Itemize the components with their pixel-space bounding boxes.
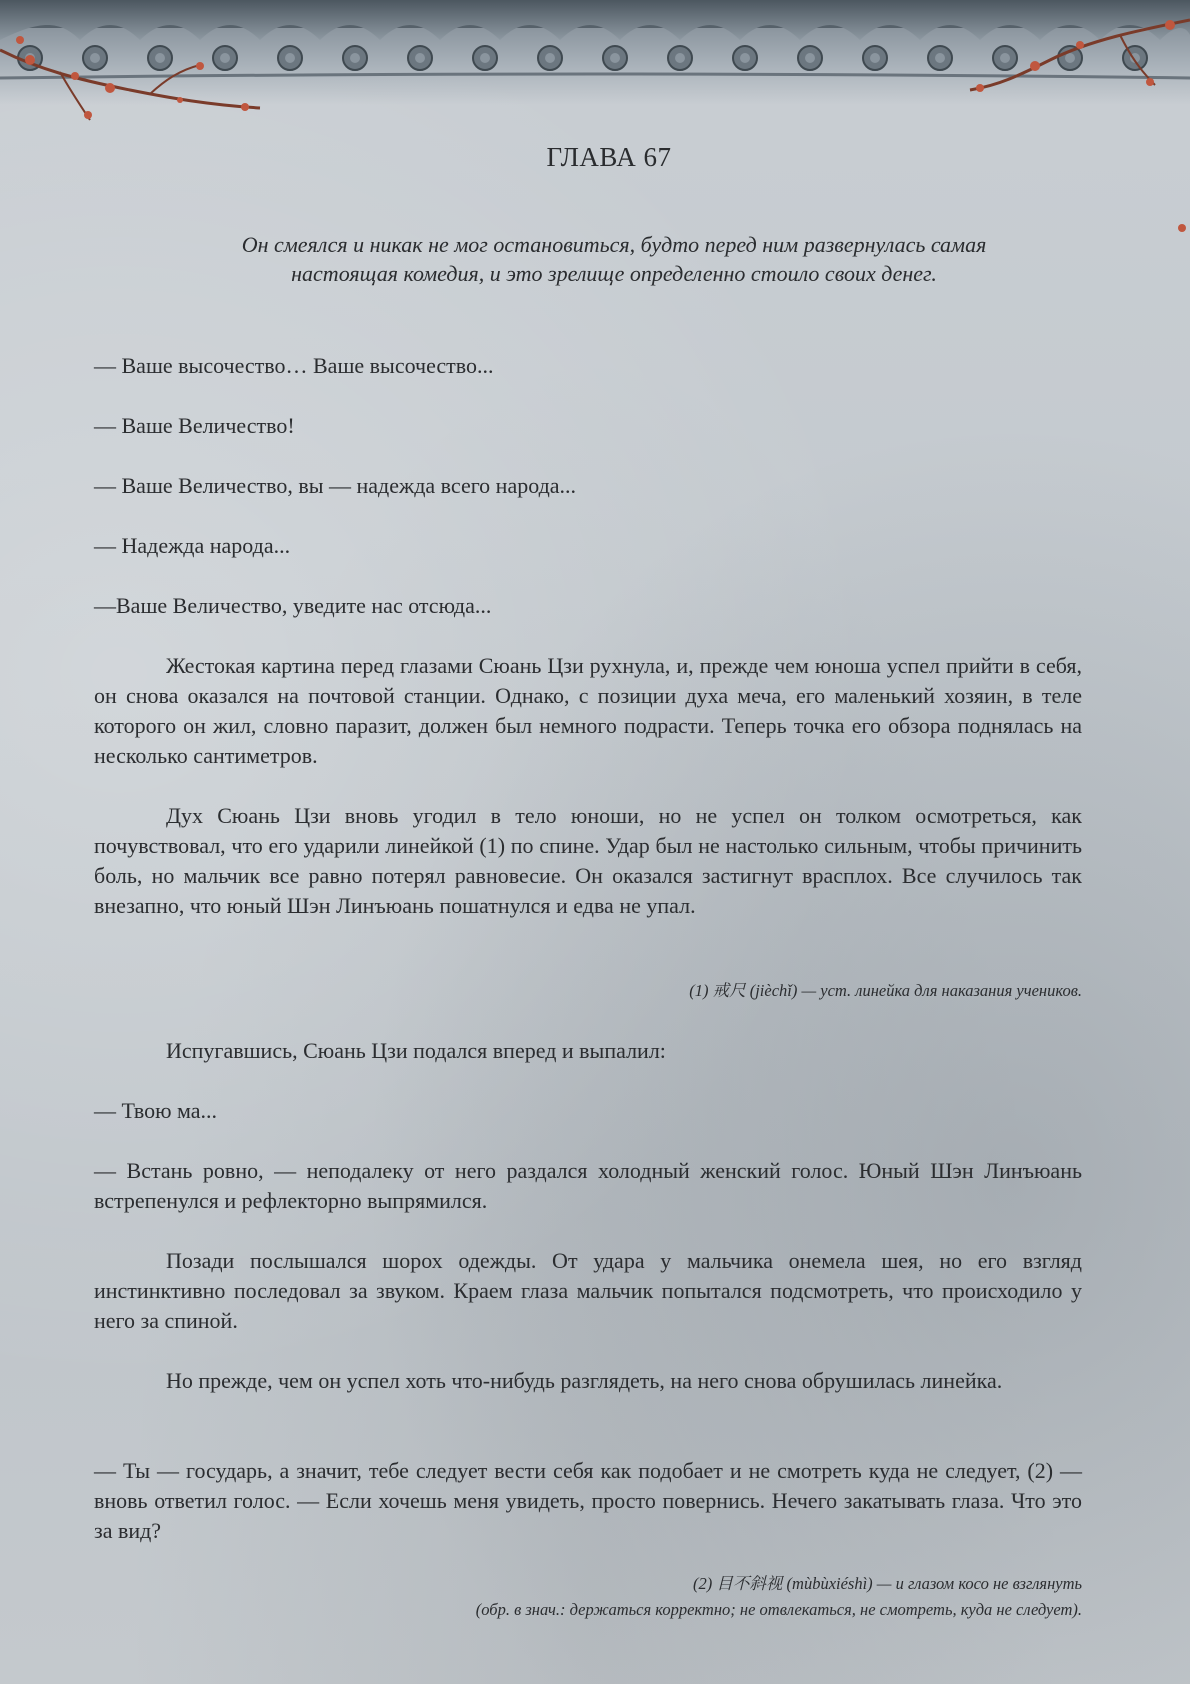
chapter-epigraph (114, 230, 1114, 288)
paragraph: Испугавшись, Сюань Цзи подался вперед и выпалил: (166, 1038, 666, 1063)
dialogue-line: — Твою ма... (94, 1098, 218, 1123)
footnote-2-line: (2) 目不斜视 (mùbùxiéshì) — и глазом косо не взглянуть (693, 1574, 1082, 1593)
epigraph-line: Он смеялся и никак не мог остановиться, будто перед ним развернулась самая (241, 232, 987, 257)
footnote-2-line: (обр. в знач.: держаться корректно; не отвлекаться, не смотреть, куда не следует). (475, 1600, 1082, 1619)
paragraph: Жестокая картина перед глазами Сюань Цзи рухнула, и, прежде чем юноша успел прийти в себя, он снова оказался на почтовой станции. Однако, с позиции духа меча, его маленький хозяин, в теле которого он жил, словно паразит, должен был немного подрасти. Теперь точка его обзора поднялась на несколько сантиметров. (94, 653, 1082, 768)
footnote-1: (1) 戒尺 (jièchǐ) — уст. линейка для наказания учеников. (689, 981, 1082, 1000)
paragraph: Позади послышался шорох одежды. От удара у мальчика онемела шея, но его взгляд инстинктивно последовал за звуком. Краем глаза мальчик попытался подсмотреть, что происходило у него за спиной. (94, 1248, 1082, 1333)
paragraph: — Встань ровно, — неподалеку от него раздался холодный женский голос. Юный Шэн Линъюань встрепенулся и рефлекторно выпрямился. (94, 1158, 1082, 1213)
dialogue-line: —Ваше Величество, уведите нас отсюда... (94, 593, 492, 618)
chapter-title: ГЛАВА 67 (546, 142, 672, 172)
paragraph: — Ты — государь, а значит, тебе следует вести себя как подобает и не смотреть куда не следует, (2) — вновь ответил голос. — Если хочешь меня увидеть, просто повернись. Нечего закатывать глаза. Что это за вид? (94, 1458, 1082, 1543)
dialogue-line: — Ваше высочество… Ваше высочество... (94, 353, 494, 378)
blossom-branch-right (940, 0, 1190, 240)
dialogue-line: — Надежда народа... (94, 533, 291, 558)
dialogue-line: — Ваше Величество! (94, 413, 295, 438)
paragraph: Но прежде, чем он успел хоть что-нибудь разглядеть, на него снова обрушилась линейка. (166, 1368, 1003, 1393)
blossom-branch-left (0, 10, 300, 140)
paragraph: Дух Сюань Цзи вновь угодил в тело юноши, но не успел он толком осмотреться, как почувствовал, что его ударили линейкой (1) по спине. Удар был не настолько сильным, чтобы причинить боль, но мальчик все равно потерял равновесие. Он оказался застигнут врасплох. Все случилось так внезапно, что юный Шэн Линъюань пошатнулся и едва не упал. (94, 803, 1082, 918)
epigraph-line: настоящая комедия, и это зрелище определенно стоило своих денег. (291, 261, 937, 286)
dialogue-line: — Ваше Величество, вы — надежда всего народа... (94, 473, 577, 498)
footnote-2 (94, 1571, 1082, 1623)
